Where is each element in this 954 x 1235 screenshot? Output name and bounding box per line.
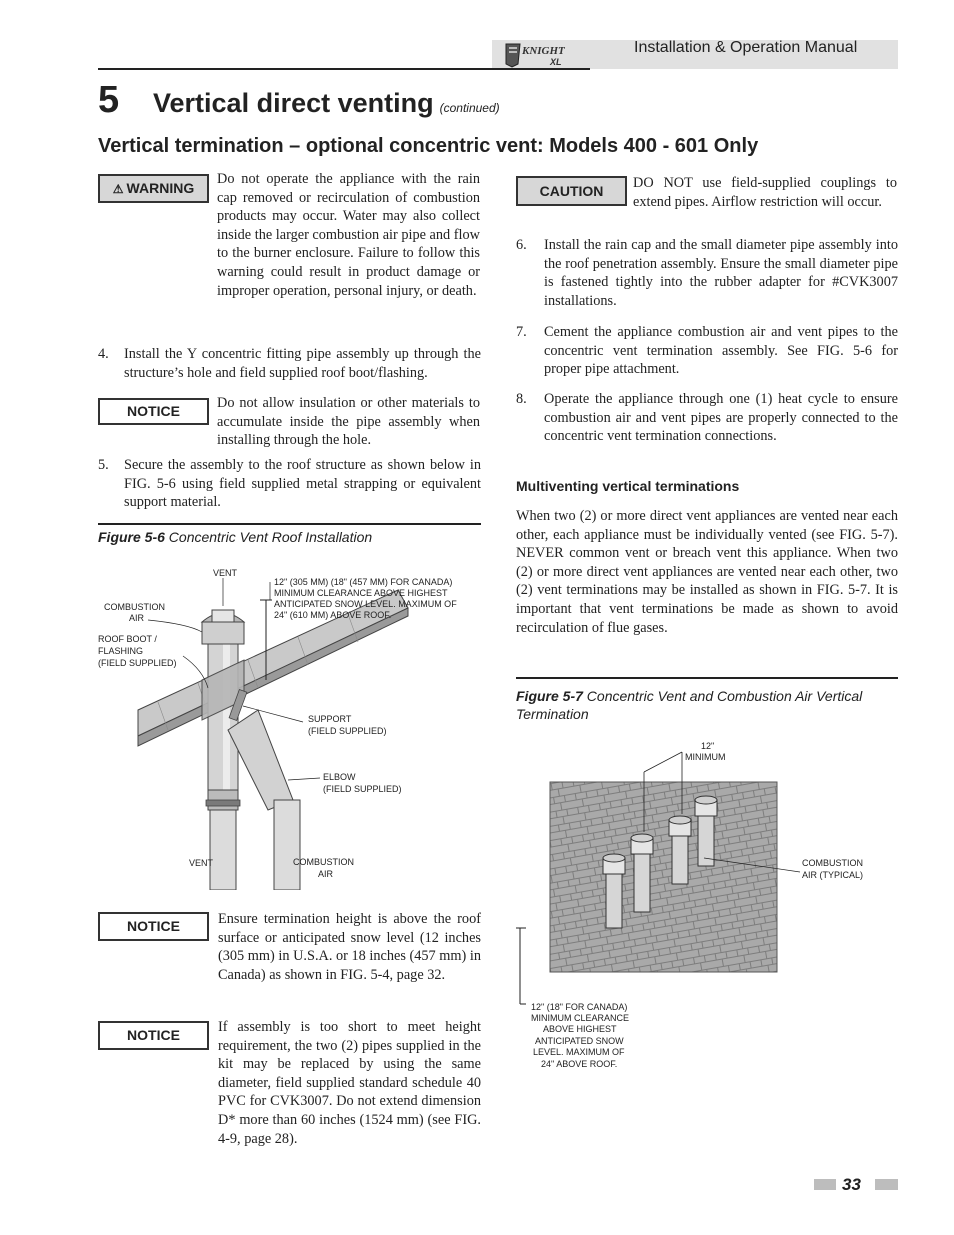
notice-text-3: If assembly is too short to meet height requirement, the two (2) pipes supplied in the kit may be replaced by using the same diameter, field supplied standard schedule 40 PVC for CVK3007. Do not extend dimension D* more than 60 inches (1524 mm) (see FIG. 4-9, page 28). (218, 1019, 481, 1147)
fig56-elbow-line-2: (FIELD SUPPLIED) (323, 784, 402, 794)
section-subtitle: Vertical termination – optional concentric vent: Models 400 - 601 Only (98, 135, 759, 157)
fig56-vent-bottom-label: VENT (189, 858, 214, 868)
fig57-clearance-line-4: ANTICIPATED SNOW (535, 1036, 624, 1046)
fig56-clearance-line-1: 12" (305 MM) (18" (457 MM) FOR CANADA) (274, 577, 453, 587)
fig56-support-line-1: SUPPORT (308, 714, 352, 724)
svg-text:KNIGHT: KNIGHT (522, 45, 565, 57)
step-8-text: Operate the appliance through one (1) heat cycle to ensure combustion air and vent pipes are properly connected to the concentric vent termination connections. (544, 391, 898, 445)
page-number-bar-left (814, 1179, 836, 1190)
step-8 (516, 390, 898, 466)
figure-5-6-description: Concentric Vent Roof Installation (168, 529, 373, 545)
figure-5-6-rule (98, 523, 481, 525)
knight-xl-logo (500, 40, 580, 69)
fig57-clearance-line-3: ABOVE HIGHEST (543, 1024, 617, 1034)
fig56-roof-boot-line-2: FLASHING (98, 646, 144, 656)
step-5 (98, 456, 481, 514)
step-4-number: 4. (98, 346, 109, 362)
notice-text-2: Ensure termination height is above the roof surface or anticipated snow level (12 inches (305 mm) in U.S.A. or 18 inches (457 mm) in Canada) as shown in FIG. 5-4, page 32. (218, 911, 481, 983)
notice-label-1: NOTICE (98, 398, 209, 425)
section-title-text: Vertical direct venting (153, 88, 434, 118)
fig57-combustion-line-2: AIR (TYPICAL) (802, 870, 864, 880)
page-number: 33 (842, 1175, 861, 1194)
step-4 (98, 345, 481, 385)
step-4-text: Install the Y concentric fitting pipe assembly up through the structure’s hole and field supplied roof boot/flashing. (124, 346, 481, 381)
svg-text:XL: XL (550, 57, 562, 67)
fig56-combustion-bottom-line-2: AIR (318, 869, 334, 879)
fig57-combustion-line-1: COMBUSTION (802, 858, 864, 868)
fig56-roof-boot-line-3: (FIELD SUPPLIED) (98, 658, 177, 668)
figure-5-6-label: Figure 5-6 (98, 529, 165, 545)
section-number: 5 (98, 79, 120, 121)
fig56-support-line-2: (FIELD SUPPLIED) (308, 726, 387, 736)
caution-text: DO NOT use field-supplied couplings to extend pipes. Airflow restriction will occur. (633, 175, 897, 210)
fig57-minimum-line-2: MINIMUM (685, 752, 726, 762)
fig56-clearance-line-3: ANTICIPATED SNOW LEVEL. MAXIMUM OF (274, 599, 457, 609)
figure-5-7-rule (516, 677, 898, 679)
continued-note: (continued) (439, 101, 500, 115)
manual-title: Installation & Operation Manual (634, 39, 858, 56)
page-number-bar-right (875, 1179, 898, 1190)
caution-label: CAUTION (516, 176, 627, 206)
fig56-combustion-air-line-1: COMBUSTION (104, 602, 166, 612)
multivent-text: When two (2) or more direct vent appliances are vented near each other, each appliance must be individually vented (see FIG. 5-7). NEVER common vent or breach vent this appliance. When two (2) or more direct vent appliances are vented near each other, two (2) vent terminations may be installed as shown in FIG. 5-7. It is important that vent terminations be made as shown to avoid recirculation of flue gases. (516, 508, 898, 636)
step-8-number: 8. (516, 391, 527, 407)
step-6-text: Install the rain cap and the small diameter pipe assembly into the roof penetration assembly. Ensure the small diameter pipe is fastened tightly into the rubber adapter for #CVK3007 installations. (544, 237, 898, 309)
fig56-vent-top-label: VENT (213, 568, 238, 578)
fig57-minimum-line-1: 12" (701, 741, 715, 751)
warning-label-text: WARNING (126, 180, 195, 196)
warning-text: Do not operate the appliance with the rain cap removed or recirculation of combustion products may occur. Water may also collect inside the larger combustion air pipe and flow to the burner enclosure. Failure to follow this warning could result in product damage or improper operation, personal injury, or death. (217, 171, 480, 299)
step-5-text: Secure the assembly to the roof structure as shown below in FIG. 5-6 using field supplied metal strapping or equivalent support material. (124, 457, 481, 511)
step-7-number: 7. (516, 324, 527, 340)
figure-5-7-label: Figure 5-7 (516, 688, 583, 704)
step-5-number: 5. (98, 457, 109, 473)
warning-triangle-icon: ⚠ (112, 182, 124, 196)
fig57-clearance-line-1: 12" (18" FOR CANADA) (531, 1002, 628, 1012)
step-7 (516, 323, 898, 381)
section-title (153, 88, 500, 119)
notice-label-2: NOTICE (98, 912, 209, 941)
fig57-clearance-line-2: MINIMUM CLEARANCE (531, 1013, 630, 1023)
step-6 (516, 236, 898, 312)
step-7-text: Cement the appliance combustion air and vent pipes to the concentric vent termination assembly. See FIG. 5-6 for proper pipe attachment. (544, 324, 898, 378)
fig56-clearance-line-2: MINIMUM CLEARANCE ABOVE HIGHEST (274, 588, 448, 598)
fig56-clearance-line-4: 24" (610 MM) ABOVE ROOF. (274, 610, 392, 620)
notice-label-3: NOTICE (98, 1021, 209, 1050)
fig56-roof-boot-line-1: ROOF BOOT / (98, 634, 157, 644)
fig56-combustion-air-line-2: AIR (129, 613, 145, 623)
fig56-combustion-bottom-line-1: COMBUSTION (293, 857, 355, 867)
figure-5-7-caption (516, 687, 898, 723)
fig56-elbow-line-1: ELBOW (323, 772, 356, 782)
figure-5-7-description: Concentric Vent and Combustion Air Vertical Termination (516, 688, 863, 722)
notice-text-1: Do not allow insulation or other materials to accumulate inside the pipe assembly when installing through the hole. (217, 395, 480, 449)
figure-5-6-caption (98, 529, 372, 545)
step-6-number: 6. (516, 237, 527, 253)
warning-label (98, 174, 209, 203)
fig57-clearance-line-6: 24" ABOVE ROOF. (541, 1059, 618, 1069)
fig57-clearance-line-5: LEVEL. MAXIMUM OF (533, 1047, 625, 1057)
multivent-heading: Multiventing vertical terminations (516, 478, 740, 494)
